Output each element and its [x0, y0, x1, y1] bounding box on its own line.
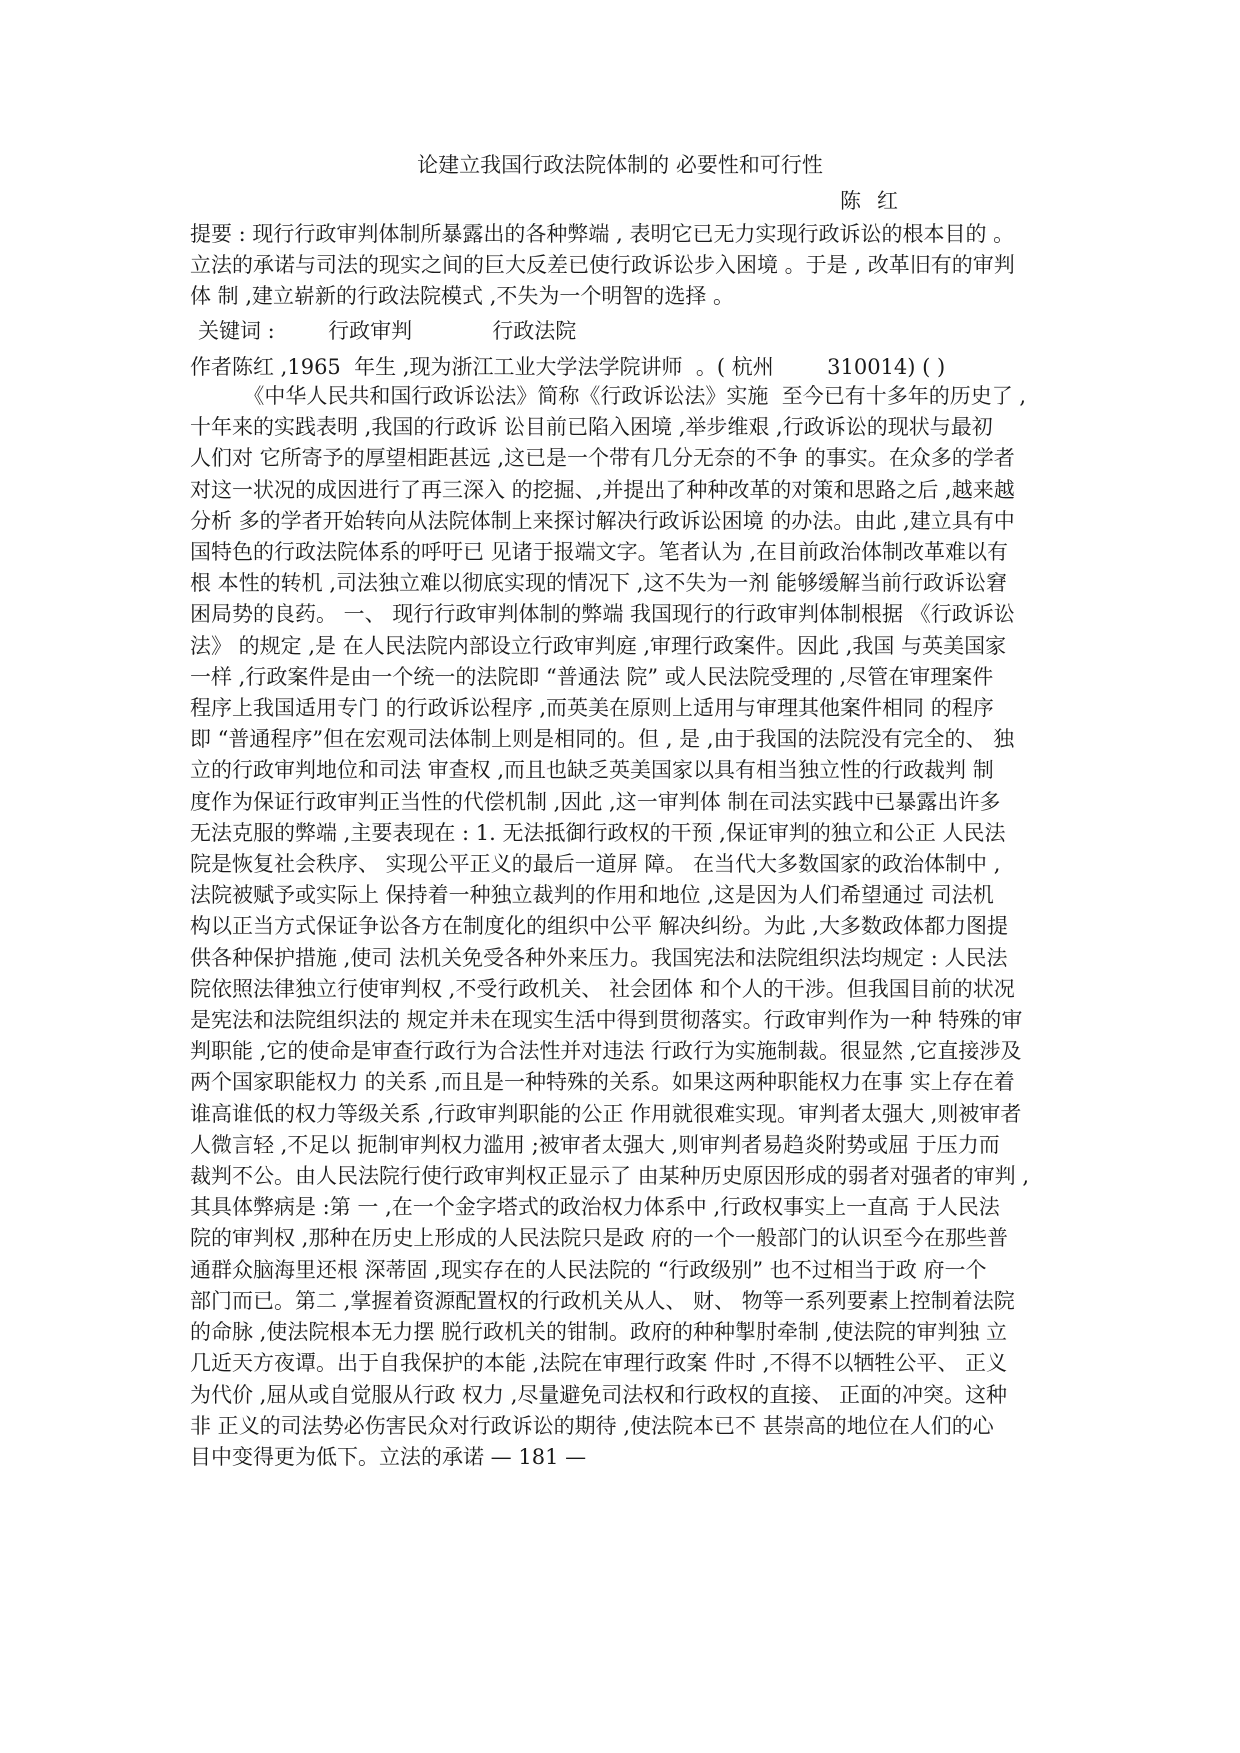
body-line: 困局势的良药。 一、 现行行政审判体制的弊端 我国现行的行政审判体制根据 《行政诉讼	[190, 602, 1015, 627]
body-line: 根 本性的转机 ,司法独立难以彻底实现的情况下 ,这不失为一剂 能够缓解当前行政诉讼窘	[190, 571, 1008, 596]
body-line: 裁判不公。由人民法院行使行政审判权正显示了 由某种历史原因形成的弱者对强者的审判 ,	[190, 1164, 1030, 1189]
body-line: 法》 的规定 ,是 在人民法院内部设立行政审判庭 ,审理行政案件。因此 ,我国 与英美国家	[190, 633, 1007, 658]
body-text	[190, 381, 1070, 1473]
body-line: 程序上我国适用专门 的行政诉讼程序 ,而英美在原则上适用与审理其他案件相同 的程序	[190, 696, 994, 721]
body-line: 院是恢复社会秩序、 实现公平正义的最后一道屏 障。 在当代大多数国家的政治体制中 ,	[190, 852, 1001, 877]
body-line: 人们对 它所寄予的厚望相距甚远 ,这已是一个带有几分无奈的不争 的事实。在众多的学者	[190, 446, 1015, 471]
body-line: 判职能 ,它的使命是审查行政行为合法性并对违法 行政行为实施制裁。很显然 ,它直接涉及	[190, 1039, 1022, 1064]
body-line: 目中变得更为低下。立法的承诺 — 181 —	[190, 1444, 587, 1469]
body-line: 通群众脑海里还根 深蒂固 ,现实存在的人民法院的 “行政级别” 也不过相当于政 府一个	[190, 1257, 987, 1282]
body-line: 人微言轻 ,不足以 扼制审判权力滥用 ;被审者太强大 ,则审判者易趋炎附势或屈 于压力而	[190, 1132, 1000, 1157]
document-title: 论建立我国行政法院体制的 必要性和可行性	[417, 153, 823, 177]
body-line: 为代价 ,屈从或自觉服从行政 权力 ,尽量避免司法权和行政权的直接、 正面的冲突。这种	[190, 1382, 1008, 1407]
body-line: 两个国家职能权力 的关系 ,而且是一种特殊的关系。如果这两种职能权力在事 实上存在着	[190, 1070, 1015, 1095]
body-line: 供各种保护措施 ,使司 法机关免受各种外来压力。我国宪法和法院组织法均规定 : 人民法	[190, 945, 1008, 970]
body-line: 院依照法律独立行使审判权 ,不受行政机关、 社会团体 和个人的干涉。但我国目前的状况	[190, 976, 1015, 1001]
abstract-line: 提要 : 现行行政审判体制所暴露出的各种弊端 , 表明它已无力实现行政诉讼的根本目的 。	[190, 222, 1015, 246]
keywords: 关键词 : 行政审判 行政法院	[198, 319, 577, 343]
body-line: 分析 多的学者开始转向从法院体制上来探讨解决行政诉讼困境 的办法。由此 ,建立具有中	[190, 508, 1015, 533]
body-line: 法院被赋予或实际上 保持着一种独立裁判的作用和地位 ,这是因为人们希望通过 司法机	[190, 883, 994, 908]
body-line: 构以正当方式保证争讼各方在制度化的组织中公平 解决纠纷。为此 ,大多数政体都力图提	[190, 914, 1009, 939]
body-line: 无法克服的弊端 ,主要表现在 : 1. 无法抵御行政权的干预 ,保证审判的独立和公正 人民法	[190, 820, 1006, 845]
body-line: 院的审判权 ,那种在历史上形成的人民法院只是政 府的一个一般部门的认识至今在那些普	[190, 1226, 1009, 1251]
body-line: 度作为保证行政审判正当性的代偿机制 ,因此 ,这一审判体 制在司法实践中已暴露出许多	[190, 789, 1001, 814]
body-line: 一样 ,行政案件是由一个统一的法院即 “普通法 院” 或人民法院受理的 ,尽管在审理案件	[190, 664, 994, 689]
body-line: 《中华人民共和国行政诉讼法》简称《行政诉讼法》实施 至今已有十多年的历史了 ,	[190, 384, 1027, 408]
body-line: 几近天方夜谭。出于自我保护的本能 ,法院在审理行政案 件时 ,不得不以牺牲公平、 正义	[190, 1351, 1008, 1376]
body-line: 其具体弊病是 :第 一 ,在一个金字塔式的政治权力体系中 ,行政权事实上一直高 于人民法	[190, 1195, 1000, 1220]
body-line: 部门而已。第二 ,掌握着资源配置权的行政机关从人、 财、 物等一系列要素上控制着法院	[190, 1288, 1015, 1313]
body-line: 非 正义的司法势必伤害民众对行政诉讼的期待 ,使法院本已不 甚崇高的地位在人们的心	[190, 1413, 994, 1438]
body-line: 是宪法和法院组织法的 规定并未在现实生活中得到贯彻落实。行政审判作为一种 特殊的审	[190, 1008, 1023, 1033]
abstract-line: 体 制 ,建立崭新的行政法院模式 ,不失为一个明智的选择 。	[190, 284, 735, 308]
author-info: 作者陈红 ,1965 年生 ,现为浙江工业大学法学院讲师 。( 杭州 310014) ( )	[190, 355, 946, 379]
body-line: 立的行政审判地位和司法 审查权 ,而且也缺乏英美国家以具有相当独立性的行政裁判 制	[190, 758, 994, 783]
body-line: 的命脉 ,使法院根本无力摆 脱行政机关的钳制。政府的种种掣肘牵制 ,使法院的审判独 立	[190, 1320, 1008, 1345]
body-line: 对这一状况的成因进行了再三深入 的挖掘、,并提出了种种改革的对策和思路之后 ,越来越	[190, 477, 1015, 502]
body-line: 即 “普通程序”但在宏观司法体制上则是相同的。但 , 是 ,由于我国的法院没有完全的、 独	[190, 727, 1015, 752]
body-line: 十年来的实践表明 ,我国的行政诉 讼目前已陷入困境 ,举步维艰 ,行政诉讼的现状与最初	[190, 415, 993, 440]
author-name: 陈红	[840, 189, 914, 213]
body-line: 谁高谁低的权力等级关系 ,行政审判职能的公正 作用就很难实现。审判者太强大 ,则被审者	[190, 1101, 1022, 1126]
abstract-line: 立法的承诺与司法的现实之间的巨大反差已使行政诉讼步入困境 。于是 , 改革旧有的审判	[190, 253, 1015, 277]
body-line: 国特色的行政法院体系的呼吁已 见诸于报端文字。笔者认为 ,在目前政治体制改革难以有	[190, 540, 1009, 565]
abstract	[190, 219, 1070, 312]
